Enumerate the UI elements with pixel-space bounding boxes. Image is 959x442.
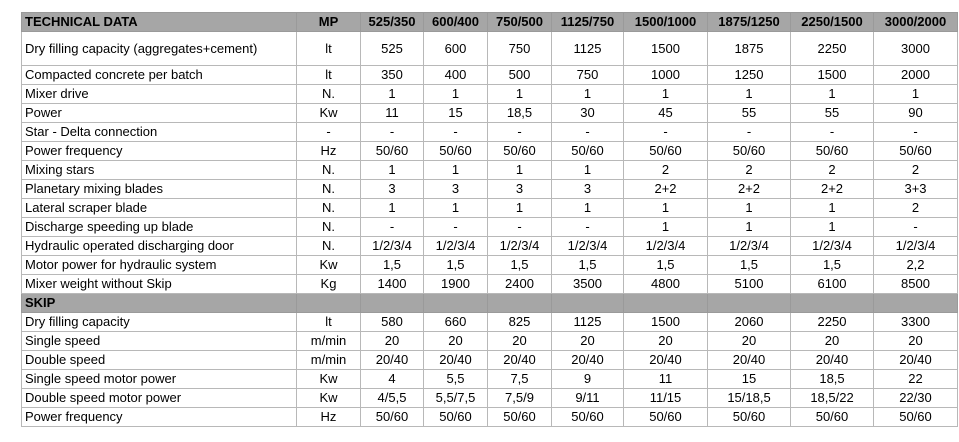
value-cell: 11/15	[624, 389, 708, 408]
table-row	[22, 66, 958, 85]
value-cell: 50/60	[624, 142, 708, 161]
skip-section-row	[22, 294, 958, 313]
row-unit: N.	[297, 85, 361, 104]
row-label: Mixer weight without Skip	[22, 275, 297, 294]
row-unit: Kw	[297, 104, 361, 123]
value-cell: 1,5	[361, 256, 424, 275]
value-cell: -	[624, 123, 708, 142]
value-cell: 50/60	[708, 142, 791, 161]
value-cell: 1125	[552, 313, 624, 332]
value-cell: 1	[361, 161, 424, 180]
table-row	[22, 389, 958, 408]
model-column-header: 1875/1250	[708, 13, 791, 32]
table-row	[22, 408, 958, 427]
value-cell: 500	[488, 66, 552, 85]
value-cell: 1	[488, 161, 552, 180]
value-cell: 50/60	[874, 408, 958, 427]
value-cell: 1	[624, 199, 708, 218]
value-cell: 7,5	[488, 370, 552, 389]
value-cell: 20/40	[791, 351, 874, 370]
table-row	[22, 351, 958, 370]
table-row	[22, 313, 958, 332]
value-cell: 22	[874, 370, 958, 389]
value-cell: 1	[424, 85, 488, 104]
value-cell: -	[361, 123, 424, 142]
value-cell: 1	[708, 85, 791, 104]
value-cell: 50/60	[424, 408, 488, 427]
value-cell: 20	[708, 332, 791, 351]
value-cell: 50/60	[791, 408, 874, 427]
value-cell: 18,5/22	[791, 389, 874, 408]
value-cell: 1,5	[708, 256, 791, 275]
value-cell: -	[791, 123, 874, 142]
value-cell: 55	[791, 104, 874, 123]
value-cell: 3	[424, 180, 488, 199]
value-cell: 50/60	[361, 142, 424, 161]
value-cell: 2060	[708, 313, 791, 332]
value-cell: 4	[361, 370, 424, 389]
table-row	[22, 104, 958, 123]
table-row	[22, 199, 958, 218]
value-cell: 5,5	[424, 370, 488, 389]
value-cell: 1000	[624, 66, 708, 85]
value-cell: 1	[708, 199, 791, 218]
row-label: Single speed motor power	[22, 370, 297, 389]
value-cell: 20/40	[488, 351, 552, 370]
row-label: Star - Delta connection	[22, 123, 297, 142]
table-row	[22, 218, 958, 237]
value-cell: 20/40	[874, 351, 958, 370]
row-label: Discharge speeding up blade	[22, 218, 297, 237]
row-unit: N.	[297, 218, 361, 237]
value-cell: 1/2/3/4	[708, 237, 791, 256]
table-row	[22, 256, 958, 275]
value-cell: 20	[488, 332, 552, 351]
value-cell: 45	[624, 104, 708, 123]
value-cell: 55	[708, 104, 791, 123]
model-column-header: 525/350	[361, 13, 424, 32]
value-cell: 1,5	[791, 256, 874, 275]
section-empty-cell	[791, 294, 874, 313]
row-label: Compacted concrete per batch	[22, 66, 297, 85]
value-cell: 400	[424, 66, 488, 85]
value-cell: -	[874, 218, 958, 237]
value-cell: 50/60	[424, 142, 488, 161]
value-cell: 1	[791, 199, 874, 218]
value-cell: 1/2/3/4	[488, 237, 552, 256]
value-cell: 1	[791, 85, 874, 104]
value-cell: 1/2/3/4	[874, 237, 958, 256]
value-cell: 3	[488, 180, 552, 199]
model-column-header: 2250/1500	[791, 13, 874, 32]
table-row	[22, 142, 958, 161]
value-cell: 825	[488, 313, 552, 332]
row-unit: Hz	[297, 408, 361, 427]
value-cell: 15	[424, 104, 488, 123]
value-cell: 2+2	[624, 180, 708, 199]
row-label: Hydraulic operated discharging door	[22, 237, 297, 256]
row-unit: lt	[297, 66, 361, 85]
row-unit: N.	[297, 161, 361, 180]
value-cell: 1500	[791, 66, 874, 85]
row-unit: Kw	[297, 389, 361, 408]
value-cell: 3+3	[874, 180, 958, 199]
value-cell: 750	[552, 66, 624, 85]
row-unit: N.	[297, 180, 361, 199]
value-cell: 3300	[874, 313, 958, 332]
row-unit: Kg	[297, 275, 361, 294]
value-cell: 1	[624, 85, 708, 104]
section-empty-cell	[297, 294, 361, 313]
value-cell: 1	[791, 218, 874, 237]
value-cell: 3000	[874, 32, 958, 66]
row-unit: N.	[297, 199, 361, 218]
value-cell: 50/60	[708, 408, 791, 427]
model-column-header: 3000/2000	[874, 13, 958, 32]
value-cell: 5,5/7,5	[424, 389, 488, 408]
value-cell: 22/30	[874, 389, 958, 408]
value-cell: 2000	[874, 66, 958, 85]
value-cell: -	[488, 218, 552, 237]
table-body	[22, 13, 958, 427]
value-cell: 1	[361, 199, 424, 218]
value-cell: 1400	[361, 275, 424, 294]
value-cell: 2400	[488, 275, 552, 294]
model-column-header: 750/500	[488, 13, 552, 32]
row-label: Planetary mixing blades	[22, 180, 297, 199]
row-label: Dry filling capacity (aggregates+cement)	[22, 32, 297, 66]
value-cell: 580	[361, 313, 424, 332]
value-cell: 2	[874, 161, 958, 180]
value-cell: 20	[624, 332, 708, 351]
value-cell: 1	[361, 85, 424, 104]
value-cell: 11	[361, 104, 424, 123]
value-cell: 50/60	[874, 142, 958, 161]
value-cell: 20/40	[708, 351, 791, 370]
value-cell: 50/60	[361, 408, 424, 427]
value-cell: 750	[488, 32, 552, 66]
row-label: Mixing stars	[22, 161, 297, 180]
value-cell: 1/2/3/4	[624, 237, 708, 256]
value-cell: 6100	[791, 275, 874, 294]
value-cell: 90	[874, 104, 958, 123]
section-title-skip: SKIP	[22, 294, 297, 313]
row-label: Double speed motor power	[22, 389, 297, 408]
value-cell: 15	[708, 370, 791, 389]
table-row	[22, 370, 958, 389]
value-cell: 2+2	[708, 180, 791, 199]
table-row	[22, 32, 958, 66]
section-empty-cell	[361, 294, 424, 313]
value-cell: -	[424, 123, 488, 142]
value-cell: -	[708, 123, 791, 142]
value-cell: 4/5,5	[361, 389, 424, 408]
value-cell: 50/60	[552, 142, 624, 161]
value-cell: 1/2/3/4	[791, 237, 874, 256]
value-cell: 350	[361, 66, 424, 85]
row-unit: lt	[297, 32, 361, 66]
model-column-header: 1500/1000	[624, 13, 708, 32]
value-cell: 1,5	[624, 256, 708, 275]
value-cell: 20/40	[552, 351, 624, 370]
row-unit: -	[297, 123, 361, 142]
value-cell: 525	[361, 32, 424, 66]
value-cell: 50/60	[552, 408, 624, 427]
value-cell: 50/60	[488, 142, 552, 161]
technical-data-table	[21, 12, 958, 427]
value-cell: 2	[791, 161, 874, 180]
value-cell: 20	[874, 332, 958, 351]
value-cell: 5100	[708, 275, 791, 294]
section-empty-cell	[488, 294, 552, 313]
value-cell: 2250	[791, 313, 874, 332]
value-cell: 1,5	[552, 256, 624, 275]
row-label: Dry filling capacity	[22, 313, 297, 332]
value-cell: 660	[424, 313, 488, 332]
value-cell: 20	[361, 332, 424, 351]
value-cell: -	[361, 218, 424, 237]
row-unit: N.	[297, 237, 361, 256]
table-row	[22, 123, 958, 142]
row-unit: m/min	[297, 351, 361, 370]
value-cell: 50/60	[488, 408, 552, 427]
row-unit: Kw	[297, 256, 361, 275]
table-row	[22, 332, 958, 351]
value-cell: 2	[624, 161, 708, 180]
value-cell: 50/60	[624, 408, 708, 427]
value-cell: -	[552, 218, 624, 237]
value-cell: 15/18,5	[708, 389, 791, 408]
value-cell: 1	[874, 85, 958, 104]
value-cell: 2250	[791, 32, 874, 66]
value-cell: 1,5	[424, 256, 488, 275]
header-row	[22, 13, 958, 32]
row-label: Power	[22, 104, 297, 123]
row-unit: Hz	[297, 142, 361, 161]
value-cell: 2+2	[791, 180, 874, 199]
table-row	[22, 85, 958, 104]
unit-column-header: MP	[297, 13, 361, 32]
row-unit: Kw	[297, 370, 361, 389]
value-cell: -	[552, 123, 624, 142]
table-row	[22, 275, 958, 294]
value-cell: 1/2/3/4	[552, 237, 624, 256]
value-cell: 1	[708, 218, 791, 237]
table-row	[22, 180, 958, 199]
value-cell: 8500	[874, 275, 958, 294]
section-empty-cell	[424, 294, 488, 313]
row-label: Motor power for hydraulic system	[22, 256, 297, 275]
value-cell: 20	[424, 332, 488, 351]
value-cell: 1	[552, 161, 624, 180]
value-cell: 7,5/9	[488, 389, 552, 408]
row-label: Double speed	[22, 351, 297, 370]
value-cell: 1	[624, 218, 708, 237]
model-column-header: 1125/750	[552, 13, 624, 32]
value-cell: -	[874, 123, 958, 142]
value-cell: 2	[708, 161, 791, 180]
table-row	[22, 161, 958, 180]
value-cell: 18,5	[488, 104, 552, 123]
value-cell: 1	[552, 199, 624, 218]
value-cell: 20/40	[624, 351, 708, 370]
value-cell: 600	[424, 32, 488, 66]
row-label: Power frequency	[22, 142, 297, 161]
row-label: Lateral scraper blade	[22, 199, 297, 218]
value-cell: 1125	[552, 32, 624, 66]
value-cell: 4800	[624, 275, 708, 294]
value-cell: 1	[424, 199, 488, 218]
value-cell: 20/40	[424, 351, 488, 370]
value-cell: 1	[488, 199, 552, 218]
row-label: Power frequency	[22, 408, 297, 427]
model-column-header: 600/400	[424, 13, 488, 32]
value-cell: 1900	[424, 275, 488, 294]
section-empty-cell	[552, 294, 624, 313]
value-cell: 1	[552, 85, 624, 104]
value-cell: 1500	[624, 313, 708, 332]
value-cell: 3	[361, 180, 424, 199]
value-cell: 20	[791, 332, 874, 351]
value-cell: 1/2/3/4	[424, 237, 488, 256]
value-cell: 1	[424, 161, 488, 180]
row-label: Single speed	[22, 332, 297, 351]
value-cell: 20/40	[361, 351, 424, 370]
section-empty-cell	[624, 294, 708, 313]
section-empty-cell	[874, 294, 958, 313]
value-cell: 2	[874, 199, 958, 218]
value-cell: 1500	[624, 32, 708, 66]
value-cell: 1	[488, 85, 552, 104]
value-cell: 1250	[708, 66, 791, 85]
value-cell: 3500	[552, 275, 624, 294]
row-unit: m/min	[297, 332, 361, 351]
value-cell: -	[424, 218, 488, 237]
row-label: Mixer drive	[22, 85, 297, 104]
value-cell: 9/11	[552, 389, 624, 408]
value-cell: 11	[624, 370, 708, 389]
row-unit: lt	[297, 313, 361, 332]
value-cell: -	[488, 123, 552, 142]
value-cell: 30	[552, 104, 624, 123]
value-cell: 50/60	[791, 142, 874, 161]
value-cell: 1/2/3/4	[361, 237, 424, 256]
value-cell: 3	[552, 180, 624, 199]
table-row	[22, 237, 958, 256]
value-cell: 9	[552, 370, 624, 389]
value-cell: 18,5	[791, 370, 874, 389]
value-cell: 2,2	[874, 256, 958, 275]
section-empty-cell	[708, 294, 791, 313]
value-cell: 1,5	[488, 256, 552, 275]
value-cell: 20	[552, 332, 624, 351]
section-title-technical-data: TECHNICAL DATA	[22, 13, 297, 32]
value-cell: 1875	[708, 32, 791, 66]
